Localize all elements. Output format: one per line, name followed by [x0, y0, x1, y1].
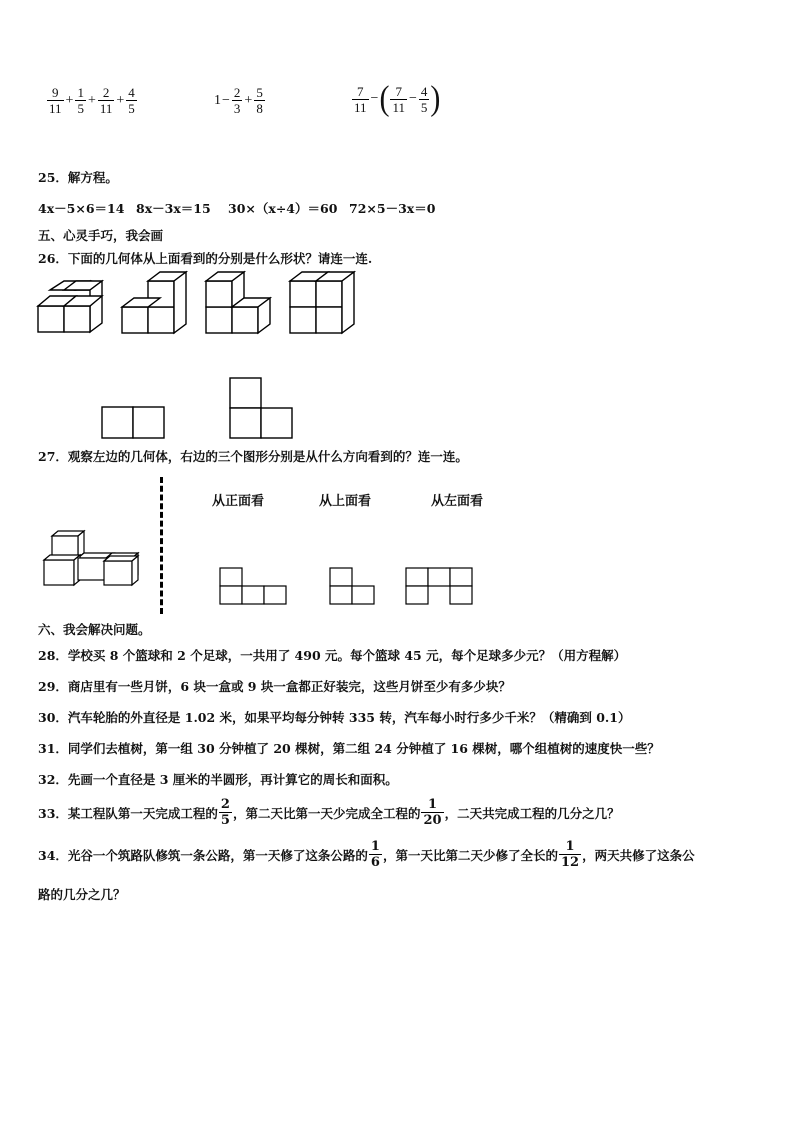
q27-text: 27．观察左边的几何体，右边的三个图形分别是从什么方向看到的？连一连。: [38, 449, 468, 464]
fraction: $\frac{2}{5}$: [220, 797, 230, 828]
view-label-top: 从上面看: [319, 494, 372, 509]
divider-dashed-line: [160, 477, 163, 614]
fraction: $\frac{1}{6}$: [370, 839, 380, 870]
q25-eq-3: 30×（x÷4）＝60: [228, 201, 338, 216]
view-shape-3: [406, 568, 472, 604]
expression-3: $\frac{7}{11}$ − ( $\frac{7}{11}$ − $\frac{4}{5}$ ): [354, 79, 441, 118]
view-label-front: 从正面看: [212, 494, 265, 509]
q33-text: 33．某工程队第一天完成工程的 $\frac{2}{5}$ ，第二天比第一天少完成全工程的 $\frac{1}{20}$ ，二天共完成工程的几分之几？: [38, 797, 620, 828]
q27-solid: [42, 533, 142, 591]
q25-title: 25．解方程。: [38, 170, 118, 185]
q31-text: 31．同学们去植树，第一组 30 分钟植了 20 棵树，第二组 24 分钟植了 16 棵树，哪个组植树的速度快一些？: [38, 741, 660, 756]
fraction: $\frac{4}{5}$: [420, 83, 428, 115]
solid-2: [122, 272, 186, 333]
expression-2: 1 − $\frac{2}{3}$ + $\frac{5}{8}$: [214, 85, 263, 116]
q34-text: 34．光谷一个筑路队修筑一条公路，第一天修了这条公路的 $\frac{1}{6}$ ，第一天比第二天少修了全长的 $\frac{1}{12}$ ，两天共修了这条公: [38, 839, 695, 870]
fraction: $\frac{1}{5}$: [77, 85, 84, 116]
fraction: $\frac{2}{11}$: [99, 85, 113, 116]
fraction: $\frac{1}{12}$: [560, 839, 580, 870]
view-label-left: 从左面看: [431, 494, 484, 509]
fraction: $\frac{1}{20}$: [423, 797, 442, 828]
q27-view-shapes: [218, 567, 478, 607]
q25-eq-1: 4x－5×6＝14: [38, 201, 125, 216]
q30-text: 30．汽车轮胎的外直径是 1.02 米，如果平均每分钟转 335 转，汽车每小时行多少千米？（精确到 0.1）: [38, 710, 631, 725]
q34-text-cont: 路的几分之几？: [38, 887, 126, 902]
q25-eq-4: 72×5－3x＝0: [349, 201, 436, 216]
q28-text: 28．学校买 8 个篮球和 2 个足球，一共用了 490 元。每个篮球 45 元，每个足球多少元？（用方程解）: [38, 648, 627, 663]
view-shape-1: [220, 568, 286, 604]
expression-1: $\frac{9}{11}$ + $\frac{1}{5}$ + $\frac{2}{11}$ + $\frac{4}{5}$: [49, 85, 135, 116]
section-5-heading: 五、心灵手巧，我会画: [38, 228, 164, 243]
solid-1: [38, 281, 102, 332]
view-shape-2: [330, 568, 374, 604]
q25-eq-2: 8x－3x＝15: [136, 201, 211, 216]
q26-solids: [36, 270, 356, 340]
q32-text: 32．先画一个直径是 3 厘米的半圆形，再计算它的周长和面积。: [38, 772, 398, 787]
fraction: $\frac{4}{5}$: [128, 85, 135, 116]
solid-4: [290, 272, 354, 333]
q26-text: 26．下面的几何体从上面看到的分别是什么形状？请连一连.: [38, 251, 373, 266]
fraction: $\frac{7}{11}$: [354, 83, 367, 115]
top-view-b: [230, 378, 292, 438]
fraction: $\frac{2}{3}$: [233, 85, 241, 116]
fraction: $\frac{9}{11}$: [49, 85, 62, 116]
q26-top-views: [100, 377, 300, 441]
solid-3: [206, 272, 270, 333]
fraction: $\frac{7}{11}$: [392, 83, 405, 115]
q29-text: 29．商店里有一些月饼，6 块一盒或 9 块一盒都正好装完，这些月饼至少有多少块？: [38, 679, 511, 694]
top-view-a: [102, 407, 164, 438]
section-6-heading: 六、我会解决问题。: [38, 622, 151, 637]
fraction: $\frac{5}{8}$: [256, 85, 263, 116]
